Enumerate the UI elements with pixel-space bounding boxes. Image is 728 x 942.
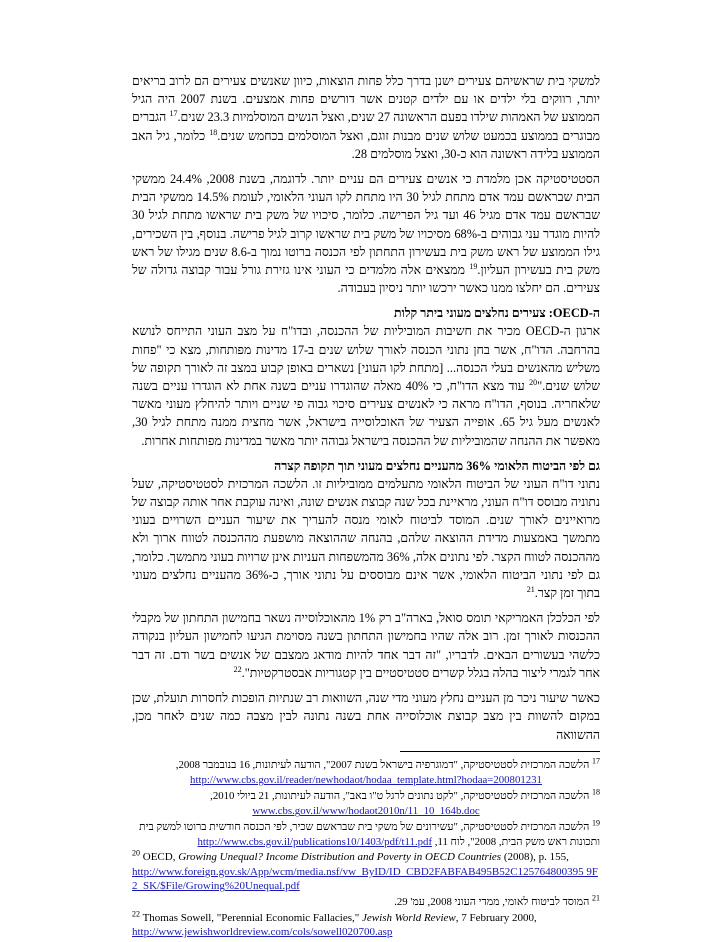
footnote-ref-20[interactable]: 20 xyxy=(529,377,538,387)
paragraph-4 xyxy=(132,475,600,602)
section-heading-oecd: ה-OECD: צעירים נחלצים מעוני ביתר קלות xyxy=(394,306,600,321)
footnote-21-number: 21 xyxy=(592,893,600,903)
footnote-20-number: 20 xyxy=(132,848,140,858)
paragraph-6-text: כאשר שיעור ניכר מן העניים נחלץ מעוני מדי שנה, השוואות רב שנתיות הופכות לחסרות תועלת, שכן במקום להשוות בין מצב קבוצת אוכלוסייה אחת בשנה נתונה לבין מצבה כמה שנים לאחר מכן, ההשוואה xyxy=(132,691,600,742)
footnote-17-link[interactable]: http://www.cbs.gov.il/reader/newhodaot/hodaa_template.html?hodaa=200801231 xyxy=(190,774,542,787)
footnote-21-text: המוסד לביטוח לאומי, ממדי העוני 2008, עמ' 29. xyxy=(394,896,590,909)
paragraph-1-text-c: כלומר, גיל האב הממוצע בלידה ראשונה הוא כ-30, ואצל מוסלמים 28. xyxy=(132,128,600,161)
paragraph-1 xyxy=(132,72,600,163)
paragraph-4-text: נתוני דו"ח העוני של הביטוח הלאומי מתעלמים ממוביליות זו. הלשכה המרכזית לסטטיסטיקה, שעל נתוניה מבוסס דו"ח העוני, מראיינת בכל שנה קבוצת אנשים שונה, ואינה עוקבת אחר אותה קבוצה של מרואיינים לאורך שנים. המוסד לביטוח לאומי מנסה להעריך את שיעור העניים השרויים בעוני מתמשך באמצעות מדידת ההוצאה שלהם, בהנחה שההוצאה מושפעת מההכנסה לטווח ארוך ולא מההכנסה לטווח הקצר. לפי נתונים אלה, 36% מהמשפחות העניות אינן שרויות בעוני מתמשך. כלומר, גם לפי נתוני הביטוח הלאומי, אשר אינם מבוססים על נתוני אורך, כ-36% מהעניים נחלצים מעוני בתוך זמן קצר. xyxy=(132,476,600,601)
paragraph-5 xyxy=(132,609,600,682)
footnote-20-link[interactable]: http://www.foreign.gov.sk/App/wcm/media.nsf/vw_ByID/ID_CBD2FABFAB495B52C125764800395 9F2_SK/$File/Growing%20Unequal.pdf xyxy=(132,865,598,893)
footnote-22-source: Thomas Sowell, "Perennial Economic Fallacies," xyxy=(142,911,363,924)
footnote-19-number: 19 xyxy=(592,818,600,828)
footnotes xyxy=(132,758,600,940)
paragraph-3-text-b: עוד מצא הדו"ח, כי 40% מאלה שהוגדרו עניים בשנה אחת לא הוגדרו עניים בשנה שלאחריה. בנוסף, הדו"ח מראה כי לאנשים צעירים סיכוי גבוה פי שניים ויותר להיחלץ מעוני מאשר לאנשים מעל גיל 65. אופייה הצעיר של האוכלוסייה בישראל, אשר מחצית ממנה מתחת לגיל 30, מאפשר את ההנחה שהמוביליות של ההכנסה בישראל גבוהה יותר מאשר במדינות מפותחות אחרות. xyxy=(132,379,600,448)
footnote-17 xyxy=(132,758,600,773)
paragraph-2-text-b: ממצאים אלה מלמדים כי העוני אינו גזירת גורל עבור קבוצה גדולה של צעירים. הם יחלצו ממנו כאשר ירכשו יותר ניסיון בעבודה. xyxy=(132,263,600,296)
footnote-18-text: הלשכה המרכזית לסטטיסטיקה, "לקט נתונים לרגל ט"ו באב", הודעה לעיתונות, 21 ביולי 2010, xyxy=(210,789,590,802)
paragraph-6 xyxy=(132,689,600,744)
footnote-18-link-row xyxy=(132,804,600,819)
footnote-22 xyxy=(132,908,600,940)
paragraph-1-text-b: הגברים מבוגרים בממוצע בכמעט שלוש שנים מבנות זוגם, ואצל המוסלמים בכחמש שנים. xyxy=(132,110,600,143)
footnote-22-number: 22 xyxy=(132,908,140,918)
section-heading-nii: גם לפי הביטוח הלאומי 36% מהעניים נחלצים מעוני תוך תקופה קצרה xyxy=(274,458,600,473)
footnote-22-title: Jewish World Review xyxy=(362,911,456,924)
footnote-22-date: , 7 February 2000, xyxy=(455,911,537,924)
footnote-18-number: 18 xyxy=(592,787,600,797)
footnote-18 xyxy=(132,789,600,804)
footnote-20-source: OECD, xyxy=(142,851,179,864)
footnote-20 xyxy=(132,850,600,894)
footnote-18-link[interactable]: www.cbs.gov.il/www/hodaot2010n/11_10_164b.doc xyxy=(252,805,480,818)
footnote-19-text: הלשכה המרכזית לסטטיסטיקה, "עשירונים של משקי בית שבראשם שכיר, לפי הכנסה חודשית ברוטו למשק בית ותכונות ראש משק הבית, 2008", לוח 11, xyxy=(139,821,600,848)
footnote-17-link-row xyxy=(132,773,600,788)
footnote-19-link[interactable]: http://www.cbs.gov.il/publications10/1403/pdf/t11.pdf xyxy=(197,835,433,848)
footnote-19 xyxy=(132,820,600,849)
footnote-ref-19[interactable]: 19 xyxy=(469,261,478,271)
footnote-divider xyxy=(400,751,600,752)
paragraph-2 xyxy=(132,170,600,297)
footnote-ref-17[interactable]: 17 xyxy=(169,109,178,119)
footnote-ref-22[interactable]: 22 xyxy=(233,664,242,674)
footnote-ref-18[interactable]: 18 xyxy=(209,127,218,137)
footnote-20-pages: (2008), p. 155, xyxy=(501,851,569,864)
footnote-ref-21[interactable]: 21 xyxy=(526,584,535,594)
paragraph-3 xyxy=(132,322,600,449)
paragraph-3-text-a: ארגון ה-OECD מכיר את חשיבות המוביליות של ההכנסה, ובדו"ח על מצב העוני התייחס לנושא בהרחבה. הדו"ח, אשר בחן נתוני הכנסה לאורך שלוש שנים ב-17 מדינות מפותחות, מצא כי "פחות משליש מהאנשים בעלי הכנסה... [מתחת לקו העוני] נשארים באופן קבוע במצב זה לאורך תקופה של שלוש שנים." xyxy=(132,324,601,394)
paragraph-5-text: לפי הכלכלן האמריקאי תומס סואל, בארה"ב רק 1% מהאוכלוסייה נשאר בחמישון התחתון של מקבלי ההכנסות לאורך זמן. רוב אלה שהיו בחמישון התחתון בשנה מסוימת הגיעו לחמישון העליון בנקודה כלשהי בעשורים הבאים. לדבריו, "זה דבר אחד להיות מודאג ממצבם של אנשים בשר ודם. זה דבר אחר לגמרי ליצור בהלה בגלל קשרים סטטיסטיים בין קטגוריות אבסטרקטיות". xyxy=(132,611,600,680)
footnote-17-number: 17 xyxy=(592,756,600,766)
footnote-17-text: הלשכה המרכזית לסטטיסטיקה, "דמוגרפיה בישראל בשנת 2007", הודעה לעיתונות, 16 בנובמבר 2008, xyxy=(175,758,590,771)
paragraph-2-text-a: הסטטיסטיקה אכן מלמדת כי אנשים צעירים הם עניים יותר. לדוגמה, בשנת 2008, 24.4% ממשקי הבית שבראשם עמד אדם מתחת לגיל 30 היו מתחת לקו העוני הלאומי, לעומת 14.5% ממשקי הבית שבראשם עמד אדם מגיל 46 ועד גיל הפרישה. כלומר, סיכויו של משק בית שראשו מתחת לגיל 30 להיות מוגדר עני גבוהים ב-68% מסיכויו של משק בית שראשו קרוב לגיל פרישה. בנוסף, בין השכירים, גילו הממוצע של ראש משק בית בעשירון התחתון לפי הכנסה ברוטו נמוך ב-8.6 שנים מגילו של ראש משק בית בעשירון העליון. xyxy=(132,172,601,278)
footnote-22-link[interactable]: http://www.jewishworldreview.com/cols/sowell020700.asp xyxy=(132,926,393,939)
footnote-21 xyxy=(132,895,600,910)
paragraph-1-text-a: למשקי בית שראשיהם צעירים ישנן בדרך כלל פחות הוצאות, כיוון שאנשים צעירים הם לרוב בריאים יותר, רווקים בלי ילדים או עם ילדים קטנים אשר דורשים פחות אמצעים. בשנת 2007 היה הגיל הממוצע של האמהות שילדו בפעם הראשונה 27 שנים, ואצל הנשים המוסלמיות 23.3 שנים. xyxy=(132,74,600,125)
footnote-20-title: Growing Unequal? Income Distribution and Poverty in OECD Countries xyxy=(178,851,502,864)
